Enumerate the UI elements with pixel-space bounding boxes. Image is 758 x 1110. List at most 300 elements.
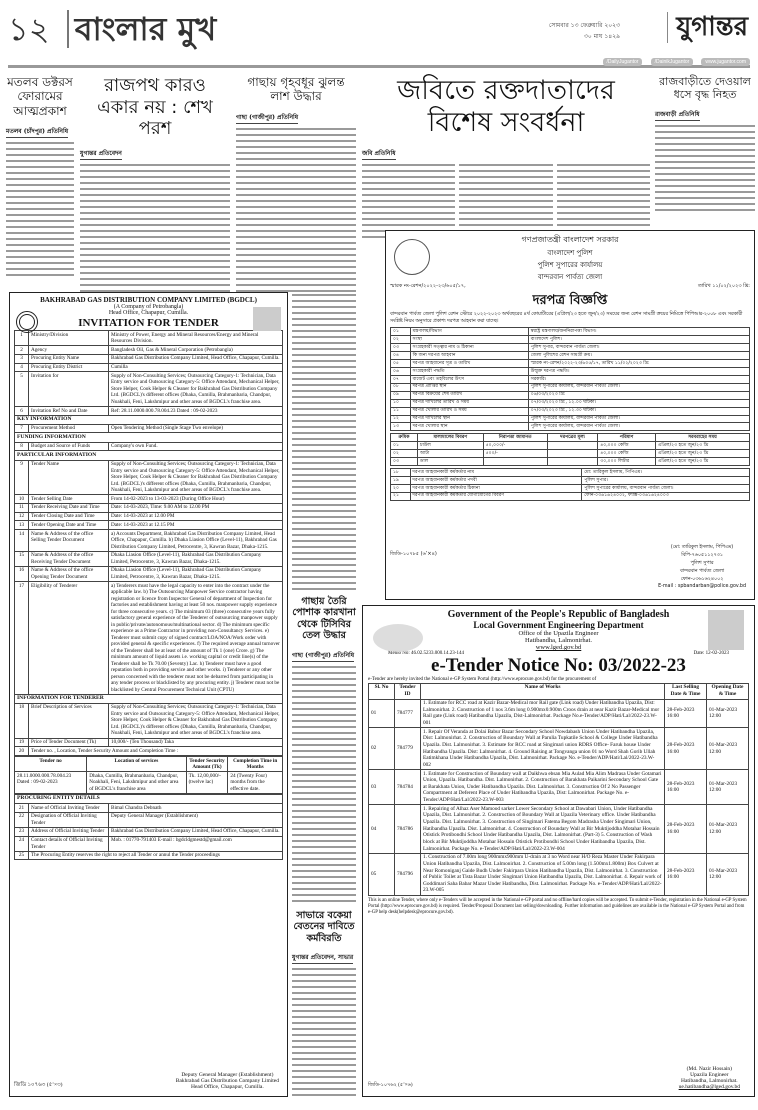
- table-cell: Location of services: [87, 756, 186, 771]
- footer-note: This is an online Tender, where only e-Tenders will be accepted in the National e-GP portal and no offline/hard copies will be accepted. To submit e-Tender, registration in the National e-GP System Portal (http://www.eprocure.gov.bd) is required. Tender/Proposal Document last selling/downloading. Further information and guidelines are available in the National e-GP System Portal and from e-GP help desk(helpdesk@eprocure.gov.bd).: [368, 897, 747, 916]
- table-cell: Ref: 28.11.0000.000.78.004.23 Dated : 09-02-2023: [109, 406, 283, 415]
- table-cell: 28-Feb-2023 16:00: [665, 770, 707, 805]
- table-row: [15, 694, 283, 703]
- table-cell: Budget and Source of Funds: [29, 442, 109, 451]
- table-cell: 1. Repair Of Veranda at Dolai Babur Bazar Secondary School Nowdabash Union Under Hatibandha Upazila, Dist: Lalmonirhat. 2. Construction of Boundary Wall at Parulia Tupkatile School & College Under Hatibandha Upazila. Dist. Lalmonirhat. 3. Estimate for RCC road at Singimari union RDRS Office- Faruk house Under Hatibandha Upazila. Dist: Lalmonirhat. 4. Ground Raising at Tongvanga union 01 no Word Shah Gorib Ullah Eatimkhana Under Hatibandha Upazila, Dist. Lalmonirhat. Package No. e-Tender/ADP/Hati/Lal/2022-23.W-002: [421, 728, 665, 770]
- story-housewife-body: [236, 75, 356, 287]
- table-row: [391, 344, 750, 352]
- table-cell: Bakhrabad Gas Distribution Company Limited, Head Office, Chapapur, Cumilla.: [109, 354, 283, 363]
- signer-email: E-mail : spbandarban@police.gov.bd: [658, 584, 746, 589]
- table-cell: Address of Official Inviting Tender: [29, 827, 109, 836]
- table-cell: Company's own Fund.: [109, 442, 283, 451]
- signer-line: Bakhrabad Gas Distribution Company Limited: [175, 1078, 279, 1084]
- table-cell: 28-Feb-2023 16:00: [665, 805, 707, 853]
- table-cell: KEY INFORMATION: [15, 415, 283, 424]
- table-cell: Agency: [29, 346, 109, 355]
- table-cell: Ministry of Power, Energy and Mineral Resources/Energy and Mineral Resources Division.: [109, 331, 283, 346]
- table-cell: Eligibility of Tenderer: [29, 582, 109, 695]
- table-row: [15, 772, 283, 794]
- table-cell: Name & Address of the office Receiving Tender Document: [29, 551, 109, 566]
- table-cell: Procuring Entity District: [29, 363, 109, 372]
- table-cell: ০২: [391, 336, 411, 344]
- bgdcl-security-table: [14, 756, 283, 794]
- table-cell: মন্ত্রণালয়/বিভাগ: [410, 328, 528, 336]
- table-cell: Date: 14-03-2023 at 12.00 PM: [109, 512, 283, 521]
- table-cell: দরপত্র আহবানকারী কর্মকর্তার ঠিকানা: [410, 484, 582, 492]
- intro: বান্দরবান পার্বত্য জেলা পুলিশ রেশন স্টোরে ২০২২-২০২৩ অর্থবছরের ৪র্থ কোয়ার্টারের (এপ্রিল/২৩ হতে জুন/২৩) সময়ের জন্য রেশন সামগ্রী ক্রয়ের নিমিত্তে পিপিআর-২০০৮ এবং সরকারী সংশ্লিষ্ট নিয়ম অনুসারে প্রকাশ্য দরপত্র আহবান করা যাচ্ছে।: [390, 312, 743, 324]
- bgdcl-entity-table: [14, 794, 283, 861]
- table-cell: এপ্রিল/২৩ হতে জুন/২৩ খ্রি: [655, 450, 749, 458]
- table-cell: Open Tendering Method (Single Stage Two envelope): [109, 424, 283, 433]
- table-cell: পরিমাণ: [598, 434, 656, 442]
- memo: স্মারক নং-রেশন/২০২২-২৩/৬০৫/১৭,: [390, 283, 466, 289]
- table-cell: 01-Mar-2023 12:00: [707, 805, 749, 853]
- table-cell: 5: [15, 372, 29, 407]
- table-cell: উন্মুক্ত দরপত্র পদ্ধতি।: [528, 368, 749, 376]
- table-cell: Last Selling Date & Time: [665, 683, 707, 699]
- table-cell: FUNDING INFORMATION: [15, 433, 283, 442]
- table-cell: 25: [15, 851, 29, 860]
- table-row: [391, 469, 750, 477]
- table-cell: মো: তারিকুল ইসলাম, পিপিএম।: [582, 469, 750, 477]
- byline: যুগান্তর প্রতিবেদন, সাভার: [292, 952, 353, 964]
- table-cell: 28-Feb-2023 16:00: [665, 728, 707, 770]
- table-cell: ৪০,০০০ কেজি: [598, 442, 656, 450]
- table-row: [15, 495, 283, 504]
- table-cell: দরপত্র দাখিলের তারিখ ও সময়: [410, 399, 528, 407]
- table-cell: 22: [15, 812, 29, 827]
- table-cell: পুলিশ সুপার, বান্দরবান পার্বত্য জেলা।: [528, 344, 749, 352]
- table-cell: Supply of Non-Consulting Services; Outsourcing Category-1: Technician, Data Entry service and Outsourcing Category-5: Office Attendant, Mechanical Helper, Store Helper, Cook Helper & Cleaner for Bakhrabad Gas Distribution Company Ltd. (BGDCL)'s different offices (Dhaka, Cumilla, Brahmanbaria, Chandpur, Noakhali, Feni, Lakshmipur and other areas of BGDCL's franchise area.: [109, 372, 283, 407]
- table-cell: 4: [15, 363, 29, 372]
- website-link[interactable]: www.lged.gov.bd: [535, 644, 582, 651]
- table-cell: Tk. 12,00,000/- (twelve lac): [186, 772, 228, 794]
- headline: রাজপথ কারও একার নয় : শেখ পরশ: [97, 75, 213, 140]
- table-row: [15, 803, 283, 812]
- table-cell: ১১: [391, 407, 411, 415]
- table-row: [15, 747, 283, 756]
- table-cell: 1. Construction of 7.00m long 900mmx900mm U-drain at 3 no Word near H/O Reza Master Under Fakirpara Union Hatibandha Upazila, Dist. Lalmonirhat. 2. Construction of 5.00m long (1.500mx1.800m) Box Culvert at Near Romoniganj Gaide Budh Under Fakirpara Union Hatibandha Upazila, Dist. Lalmonirhat. 3. Construction of Public Toilet at Tista Bazar Under Singimari Union Hatibandha Upazila, Dist. Lalmonirhat. 4. Repair work of Goddimari Saha Babar Mazar Under Hatibandha, Dist. Lalmonirhat. Package No. e-Tender/ADP/Hati/Lal/2022-23.W-005: [421, 853, 665, 895]
- table-cell: পুলিশ সুপারের কার্যালয়, বান্দরবান পার্বত্য জেলা।: [528, 423, 749, 431]
- table-cell: 01: [369, 699, 395, 728]
- byline: গাছা (গাজীপুর) প্রতিনিধি: [236, 112, 298, 124]
- tender-title: INVITATION FOR TENDER: [78, 317, 219, 329]
- notice-title: দরপত্র বিজ্ঞপ্তি: [532, 293, 608, 308]
- table-row: [15, 812, 283, 827]
- table-cell: Tender no. , Location, Tender Security Amount and Completion Time :: [29, 747, 283, 756]
- table-row: [391, 484, 750, 492]
- date: তারিখ ১১/০২/২০২৩ খ্রি:: [697, 283, 750, 289]
- table-cell: পুলিশ সুপারের কার্যালয়, বান্দরবান পার্বত্য জেলা।: [528, 415, 749, 423]
- table-row: [15, 415, 283, 424]
- table-row: [369, 770, 749, 805]
- date-bangla: ৩০ মাঘ ১৪২৯: [584, 33, 620, 40]
- bangladesh-50-logo: [373, 624, 423, 652]
- table-cell: স্বরাষ্ট্র মন্ত্রণালয়/জননিরাপত্তা বিভাগ।: [528, 328, 749, 336]
- story-savar-strike: [292, 910, 356, 1100]
- table-row: [369, 853, 749, 895]
- table-cell: ১৩: [391, 423, 411, 431]
- table-cell: ০৮: [391, 383, 411, 391]
- signer-line: (Md. Nazir Hossain): [686, 1066, 732, 1072]
- table-cell: [483, 458, 547, 466]
- story-blood-donors: [362, 75, 650, 225]
- police-items-table: [390, 433, 750, 466]
- table-cell: Bakhrabad Gas Distribution Company Limited, Head Office, Chapapur, Cumilla.: [109, 827, 283, 836]
- table-cell: Sl. No: [369, 683, 395, 699]
- notice-title: e-Tender Notice No: 03/2022-23: [431, 655, 686, 676]
- table-cell: দরপত্র প্রাপ্তির স্থান: [410, 383, 528, 391]
- table-cell: 1. Estimate for RCC road at Kazir Bazar-Medical mor Rail gate (Link road) Under Hatibandha Upazila, Dist: Lalmonirhat. 2. Construction of 1 nos 3.6m long 0.900mx0.900m Croos drain at near Kazir Bazar-Medical mor Rail gate (Link road) Hatibandha Upazila, Dist-Lalmonirhat. Package No.e-Tender/ADP/Hati/Lal/2022-23.W-001: [421, 699, 665, 728]
- table-cell: ফোন-০৩৬১৬২৪০০২, ফ্যাক্স-০৩৬১৬২৪০০৩: [582, 492, 750, 500]
- lged-tender-ad: [362, 605, 755, 1097]
- table-row: [391, 383, 750, 391]
- table-cell: Contact details of Official Inviting Tender: [29, 836, 109, 851]
- table-cell: Brief Description of Services: [29, 703, 109, 738]
- table-cell: Completion Time in Months: [228, 756, 283, 771]
- table-cell: 784779: [395, 728, 421, 770]
- table-row: [391, 368, 750, 376]
- signature-image: [176, 1056, 279, 1072]
- byline: গাছা (গাজীপুর) প্রতিনিধি: [292, 650, 354, 662]
- table-cell: ০৫: [391, 360, 411, 368]
- table-cell: স্মারক নং-রেশন/২০২২-২৩/৬০৫/১৭, তারিখ ১১/০২/২০২৩ খ্রি:: [528, 360, 749, 368]
- table-row: [15, 503, 283, 512]
- table-cell: 784786: [395, 805, 421, 853]
- table-cell: সংগ্রহকারী সত্ত্বার নাম ও ঠিকানা: [410, 344, 528, 352]
- office-name: পুলিশ সুপারের কার্যালয়: [537, 261, 603, 269]
- ad-code: জিডি-১০৭৮৫ (৬’×৪): [390, 551, 437, 557]
- table-cell: Date: 14-03-2023, Time: 9.00 AM to 12.00 PM: [109, 503, 283, 512]
- table-cell: 01-Mar-2023 12:00: [707, 699, 749, 728]
- office-name: Office of the Upazila Engineer: [518, 630, 599, 637]
- table-cell: Bimal Chandra Debnath: [109, 803, 283, 812]
- table-cell: 01-Mar-2023 12:00: [707, 770, 749, 805]
- table-cell: Tender Security Amount (Tk): [186, 756, 228, 771]
- signer-line: বিপি-৭৬০৫১১২৭৩১: [681, 553, 723, 558]
- table-cell: পুলিশ সুপার।: [582, 477, 750, 485]
- table-cell: 1. Repairing of Alhaz Aser Mamood sarker Lower Secondary School at Dawabari Union, Under Hatibandha Upazila, Dist. Lalmonirhat. 2. Construction of Boundary Wall at Upazila Veterinary office. Under Hatibandha Upazila. Dist. Lalmonirhat. 3. Construction of Singimari Fatema Begom Madrasha Under Singimari Union, Hatibandha Upazila. Dist. Lalmonirhat. 4. Construction of Boundary Wall at Bir Muktijoddha Motahar Hossain Otistick Protibondhi School Under Hatibandha Upazila, Dist. Lalmonirhat. (Part-3) 5. Construction of Wash block at Bir Muktijoddha Motahar Hossain Otistick Protibondhi School Under Hatibandha Upazila, Dist. Lalmonirhat. Package No. e-Tender/ADP/Hati/Lal/2022-23.W-004: [421, 805, 665, 853]
- lged-table: [368, 683, 749, 896]
- table-cell: 04: [369, 805, 395, 853]
- table-row: [15, 372, 283, 407]
- table-cell: 24: [15, 836, 29, 851]
- portrait-image: [708, 610, 744, 650]
- ad-code: জিডি-১০৭৬২ (৫’×৬): [368, 1083, 413, 1088]
- table-cell: 14: [15, 529, 29, 551]
- table-cell: ০৬/০৩/২০২৩ খ্রি:: [528, 391, 749, 399]
- table-cell: Name of Official Inviting Tender: [29, 803, 109, 812]
- dept-name: Local Government Engineering Department: [473, 620, 644, 630]
- table-cell: 784796: [395, 853, 421, 895]
- headline: জবিতে রক্তদাতাদের বিশেষ সংবর্ধনা: [397, 75, 615, 139]
- table-cell: দরপত্র আহবানকারী কর্মকর্তার পদবী: [410, 477, 582, 485]
- company-office: Head Office, Chapapur, Cumilla.: [108, 310, 189, 316]
- table-cell: Cumilla: [109, 363, 283, 372]
- newspaper-logo: যুগান্তর: [667, 12, 748, 43]
- section-title: বাংলার মুখ: [74, 10, 217, 48]
- table-cell: Price of Tender Document (Tk): [29, 738, 109, 747]
- table-cell: PROCURING ENTITY DETAILS: [15, 794, 283, 803]
- table-cell: Supply of Non-Consulting Services; Outsourcing Category-1: Technician, Data Entry service and Outsourcing Category-5: Office Attendant, Mechanical Helper, Store Helper, Cook Helper & Cleaner for Bakhrabad Gas Distribution Company Ltd. (BGDCL)'s different offices (Dhaka, Cumilla, Brahmanbaria, Chandpur, Noakhali, Feni, Lakshmipur and other areas of BGDCL's franchise area.: [109, 703, 283, 738]
- intro: e-Tender are hereby invited the National e-GP System Portal (http://www.eprocure.gov.bd) for the procurement of: [368, 676, 597, 682]
- table-row: [15, 460, 283, 495]
- table-row: [391, 360, 750, 368]
- table-cell: ১০: [391, 399, 411, 407]
- table-cell: 19: [15, 738, 29, 747]
- table-cell: PARTICULAR INFORMATION: [15, 451, 283, 460]
- bgdcl-tender-ad: [9, 292, 288, 1097]
- table-cell: Tender Receiving Date and Time: [29, 503, 109, 512]
- website-link[interactable]: www.jugantor.com: [701, 58, 750, 66]
- signature-image: [679, 1052, 740, 1066]
- table-cell: 03: [369, 770, 395, 805]
- table-cell: ০৯: [391, 391, 411, 399]
- ad-code: জিডি ১০৭৬৩ (৫’×৩): [14, 1082, 63, 1088]
- story-rajbari-wall: [655, 75, 755, 225]
- company-logo-icon: [16, 311, 38, 333]
- table-cell: এপ্রিল/২৩ হতে জুন/২৩ খ্রি: [655, 442, 749, 450]
- table-cell: 24 (Twenty Four) months from the effective date.: [228, 772, 283, 794]
- table-cell: Dhaka, Cumilla, Brahmanbaria, Chandpur, Noakhali, Feni, Lakshmipur and other area of BGDCL's franchise area: [87, 772, 186, 794]
- table-cell: ক্রমিক: [391, 434, 418, 442]
- table-row: [391, 423, 750, 431]
- table-cell: Dhaka Liasion Office (Level-11), Bakhrabad Gas Distribution Company Limited, Petrocentre, 3, Kawran Bazar, Dhaka-1215.: [109, 551, 283, 566]
- police-tender-ad: [385, 230, 755, 600]
- table-cell: 11: [15, 503, 29, 512]
- table-cell: ২০: [391, 484, 411, 492]
- signer-line: বান্দরবান পার্বত্য জেলা: [680, 569, 725, 574]
- signer-line: Head Office, Chapapur, Cumilla.: [191, 1084, 264, 1090]
- table-cell: 1. Estimate for Construction of Boundary wall at Daikhwa ebsan Mia Aulad Mia Alim Madrasa Under Gotamari Union, Upazila. Hatibandha. Dist. Lalmonirhat. 2. Construction of Barakhata Paikarini Secondary School Gate at Barakhata Union, Under Hatibandha Upazila. Dist. Lalmonirhat. 3. Construction Of 2 No Passenger Compartment at Deferent Place of Under Hatibandha Upazila, Dist: Lalmonirhat. Package No. e-Tender/ADP/Hati/Lal/2022-23.W-003: [421, 770, 665, 805]
- table-cell: নিরাপত্তা জামানত: [483, 434, 547, 442]
- table-cell: ০১: [391, 442, 418, 450]
- bgdcl-table: [14, 330, 283, 756]
- table-row: [369, 805, 749, 853]
- table-cell: 7: [15, 424, 29, 433]
- facebook-link[interactable]: /DainikJugantor: [651, 58, 694, 66]
- table-cell: Invitation Ref No and Date: [29, 406, 109, 415]
- headline: গাছায় তৈরি পোশাক কারখানা থেকে টিসিবির তেল উদ্ধার: [292, 596, 356, 642]
- table-cell: 8: [15, 442, 29, 451]
- portrait-image: [253, 307, 281, 331]
- table-cell: Ministry/Division: [29, 331, 109, 346]
- table-cell: Name & Address of the office Opening Tender Document: [29, 566, 109, 581]
- story-doctors-forum: [6, 75, 74, 287]
- table-cell: Dhaka Liasion Office (Level-11), Bakhrabad Gas Distribution Company Limited, Petrocentre, 3, Kawran Bazar, Dhaka-1215.: [109, 566, 283, 581]
- table-row: [15, 566, 283, 581]
- table-row: [391, 415, 750, 423]
- table-cell: দরপত্র আহবানের সূত্র ও তারিখ: [410, 360, 528, 368]
- table-row: [15, 827, 283, 836]
- table-cell: 15: [15, 551, 29, 566]
- table-cell: দরপত্র খোলার তারিখ ও সময়: [410, 407, 528, 415]
- table-cell: Name of Works: [421, 683, 665, 699]
- story-tcb-oil: [292, 596, 356, 906]
- table-cell: Tender Closing Date and Time: [29, 512, 109, 521]
- table-cell: Tender Name: [29, 460, 109, 495]
- table-cell: দরপত্র আহবানকারী কর্মকর্তার যোগাযোগের বিবরণ: [410, 492, 582, 500]
- table-cell: 28-Feb-2023 16:00: [665, 699, 707, 728]
- table-cell: 1: [15, 331, 29, 346]
- table-cell: 6: [15, 406, 29, 415]
- table-cell: ০৩: [391, 458, 418, 466]
- table-cell: 17: [15, 582, 29, 695]
- table-cell: Tender ID: [395, 683, 421, 699]
- table-row: [15, 424, 283, 433]
- signer-email[interactable]: ue.hatibandha@lged.gov.bd: [678, 1084, 740, 1090]
- table-cell: Mob. : 01770-791403 E-mail : bgdcldgmestd@gmail.com: [109, 836, 283, 851]
- place: Hatibandha, Lalmonirhat.: [525, 637, 592, 644]
- table-row: [391, 458, 750, 466]
- signer-line: Hatibandha, Lalmonirhat.: [680, 1078, 738, 1084]
- signer-line: (মো: তারিকুল ইসলাম, পিপিএম): [670, 545, 734, 550]
- byline: রাজবাড়ী প্রতিনিধি: [655, 109, 700, 121]
- table-cell: 05: [369, 853, 395, 895]
- table-cell: জেলা পুলিশের রেশন সামগ্রী ক্রয়।: [528, 352, 749, 360]
- signature-image: [658, 534, 746, 544]
- table-cell: বাংলাদেশ পুলিশ।: [528, 336, 749, 344]
- table-row: [15, 512, 283, 521]
- table-cell: 784777: [395, 699, 421, 728]
- table-row: [391, 336, 750, 344]
- table-cell: ৫০,০০০/-: [483, 442, 547, 450]
- table-cell: দরপত্র খোলার স্থান: [410, 423, 528, 431]
- table-cell: দরপত্র বিক্রয়ের শেষ তারিখ: [410, 391, 528, 399]
- company-sub: (A Company of Petrobangla): [113, 304, 184, 310]
- table-cell: 784784: [395, 770, 421, 805]
- table-cell: From 14-02-2023 to 13-03-2023 (During Office Hour): [109, 495, 283, 504]
- table-cell: 2: [15, 346, 29, 355]
- table-cell: দরপত্রের মূল্য: [547, 434, 597, 442]
- headline: মতলব ডক্টরস ফোরামের আত্মপ্রকাশ: [7, 75, 73, 118]
- table-cell: ০৭/০৩/২০২৩ খ্রি:, ১২.০০ ঘটিকা।: [528, 399, 749, 407]
- table-row: [391, 407, 750, 415]
- table-cell: a) Accounts Department, Bakhrabad Gas Distribution Company Limited, Head Office, Chapapur, Cumilla. b) Dhaka Liasion Office (Level-11), Bakhrabad Gas Distribution Company Limited, Petrocentre, 3, Kawran Bazar, Dhaka-1215.: [109, 529, 283, 551]
- table-cell: Bangladesh Oil, Gas & Mineral Corporation (Petrobangla): [109, 346, 283, 355]
- table-cell: কি জন্য দরপত্র আহবান: [410, 352, 528, 360]
- table-cell: 16: [15, 566, 29, 581]
- table-cell: ৩০,০০০ লিটার: [598, 458, 656, 466]
- masthead: [8, 6, 750, 68]
- gov-name: Government of the People's Republic of Bangladesh: [447, 609, 670, 620]
- table-row: [391, 442, 750, 450]
- table-cell: ১৯: [391, 477, 411, 485]
- table-row: [369, 728, 749, 770]
- twitter-link[interactable]: /DailyJugantor: [603, 58, 643, 66]
- table-cell: 23: [15, 827, 29, 836]
- table-cell: ০১: [391, 328, 411, 336]
- table-cell: ১২: [391, 415, 411, 423]
- table-row: [391, 477, 750, 485]
- table-row: [391, 375, 750, 383]
- table-cell: ১৮: [391, 469, 411, 477]
- table-cell: Tender Opening Date and Time: [29, 521, 109, 530]
- table-cell: 18: [15, 703, 29, 738]
- table-row: [15, 794, 283, 803]
- table-cell: এপ্রিল/২৩ হতে জুন/২৩ খ্রি: [655, 458, 749, 466]
- table-cell: পুলিশ সুপারের কার্যালয়, বান্দরবান পার্বত্য জেলা।: [582, 484, 750, 492]
- table-row: [15, 406, 283, 415]
- table-cell: Date: 14-03-2023 at 12.15 PM: [109, 521, 283, 530]
- table-cell: Tender no: [15, 756, 87, 771]
- table-cell: বাজেট এবং তহবিলের উৎস: [410, 375, 528, 383]
- table-cell: Procuring Entity Name: [29, 354, 109, 363]
- police-official-table: [390, 468, 750, 501]
- table-cell: ০৭: [391, 375, 411, 383]
- table-cell: দরপত্র দাখিলের স্থান: [410, 415, 528, 423]
- table-cell: 20: [15, 747, 29, 756]
- table-row: [15, 363, 283, 372]
- table-cell: পুলিশ সুপারের কার্যালয়, বান্দরবান পার্বত্য জেলা।: [528, 383, 749, 391]
- memo: Memo No: 46.02.5233.000.14.23-144: [388, 651, 464, 656]
- table-row: [391, 391, 750, 399]
- signer-line: ফোন-০৩৬১৬২৪০০২: [680, 577, 724, 582]
- table-row: [15, 346, 283, 355]
- table-cell: ৫০০/-: [483, 450, 547, 458]
- byline: মতলব (চাঁদপুর) প্রতিনিধি: [6, 126, 68, 138]
- table-row: [15, 442, 283, 451]
- gov-name: গণপ্রজাতন্ত্রী বাংলাদেশ সরকার: [521, 235, 619, 244]
- table-cell: ৪০,০০০ কেজি: [598, 450, 656, 458]
- district-name: বান্দরবান পার্বত্য জেলা: [537, 273, 603, 281]
- table-cell: 28-Feb-2023 16:00: [665, 853, 707, 895]
- table-row: [391, 492, 750, 500]
- table-cell: দরপত্র আহবানকারী কর্মকর্তার নাম: [410, 469, 582, 477]
- table-cell: 28.11.0000.000.78.004.23 Dated : 09-02-2023: [15, 772, 87, 794]
- table-cell: 12: [15, 512, 29, 521]
- table-row: [15, 433, 283, 442]
- table-cell: Supply of Non-Consulting Services; Outsourcing Category-1: Technician, Data Entry service and Outsourcing Category-5: Office Attendant, Mechanical Helper, Store Helper, Cook Helper & Cleaner for Bakhrabad Gas Distribution Company Ltd. (BGDCL)'s different offices (Dhaka, Cumilla, Brahmanbaria, Chandpur, Noakhali, Feni, Lakshmipur and other areas of BGDCL's franchise area.: [109, 460, 283, 495]
- table-row: [15, 521, 283, 530]
- police-table: [390, 327, 750, 431]
- table-row: [15, 331, 283, 346]
- table-row: [15, 551, 283, 566]
- table-cell: Designation of Official Inviting Tender: [29, 812, 109, 827]
- table-cell: ০৩: [391, 344, 411, 352]
- headline: গাছায় গৃহবধূর ঝুলন্ত লাশ উদ্ধার: [247, 75, 345, 104]
- table-cell: ০৭/০৩/২০২৩ খ্রি:, ১২.৩০ ঘটিকা।: [528, 407, 749, 415]
- table-cell: ০৪: [391, 352, 411, 360]
- table-row: [391, 328, 750, 336]
- table-cell: মালামালের বিবরণ: [418, 434, 484, 442]
- table-row: [15, 451, 283, 460]
- page-number: ১২: [8, 10, 50, 48]
- table-cell: 9: [15, 460, 29, 495]
- table-cell: সংগ্রহকারী পদ্ধতি: [410, 368, 528, 376]
- headline: সাভারে বকেয়া বেতনের দাবিতে কর্মবিরতি: [293, 910, 355, 944]
- table-cell: আটা: [418, 450, 484, 458]
- table-row: [15, 582, 283, 695]
- table-cell: Deputy General Manager (Establishment): [109, 812, 283, 827]
- signer-line: Deputy General Manager (Establishment): [181, 1072, 274, 1078]
- byline: জবি প্রতিনিধি: [362, 148, 396, 160]
- table-row: [391, 352, 750, 360]
- table-cell: ডাল: [418, 458, 484, 466]
- table-cell: ০২: [391, 450, 418, 458]
- table-cell: a) Tenderers must have the legal capacity to enter into the contract under the applicable law. b) The Outsourcing Manpower Service contractor having registration or licence from Inspector General of department of Inspection for factories and establishment having at least 50 nos. manpower supply experience for three consecutive years. c) The minimum 03 (three) consecutive years fully satisfactory general experience of the Tenderer of outsourcing manpower supply in public/private/autonomous/multinational sector. d) The minimum specific experience as a Prime Contractor in providing non-Consultancy Services. e) Tenderer must submit copy of signed contract/LOA/NOA/Work order with provided general & specific experiences. f) The required average annual turnover of the Tenderer shall be at least of the amount of Tk 1 (one) Crore. g) The minimum amount of liquid assets i.e. working capital or credit line(s) of the Tenderer shall be Tk 70.00 (Seventy) Lac. h) Tenderer must have a good reputation both in providing service and other works. i) Tenderer or any other person concerned with the tenderer must not be debarred from participating in any tender process or blacklisted by any procuring entity. j) Tenderer must not be blacklisted by Central Procurement Technical Unit (CPTU): [109, 582, 283, 695]
- table-row: [369, 699, 749, 728]
- table-cell: Tender Selling Date: [29, 495, 109, 504]
- signer-line: Upazila Engineer: [690, 1072, 729, 1078]
- date: সোমবার ১৩ ফেব্রুয়ারি ২০২৩: [548, 22, 620, 29]
- headline: রাজবাড়ীতে দেওয়াল ধসে বৃদ্ধ নিহত: [659, 75, 751, 102]
- table-cell: সংস্থা: [410, 336, 528, 344]
- byline: যুগান্তর প্রতিবেদন: [80, 148, 122, 160]
- table-row: [15, 851, 283, 860]
- table-cell: Name & Address of the office Selling Tender Document: [29, 529, 109, 551]
- table-cell: Opening Date & Time: [707, 683, 749, 699]
